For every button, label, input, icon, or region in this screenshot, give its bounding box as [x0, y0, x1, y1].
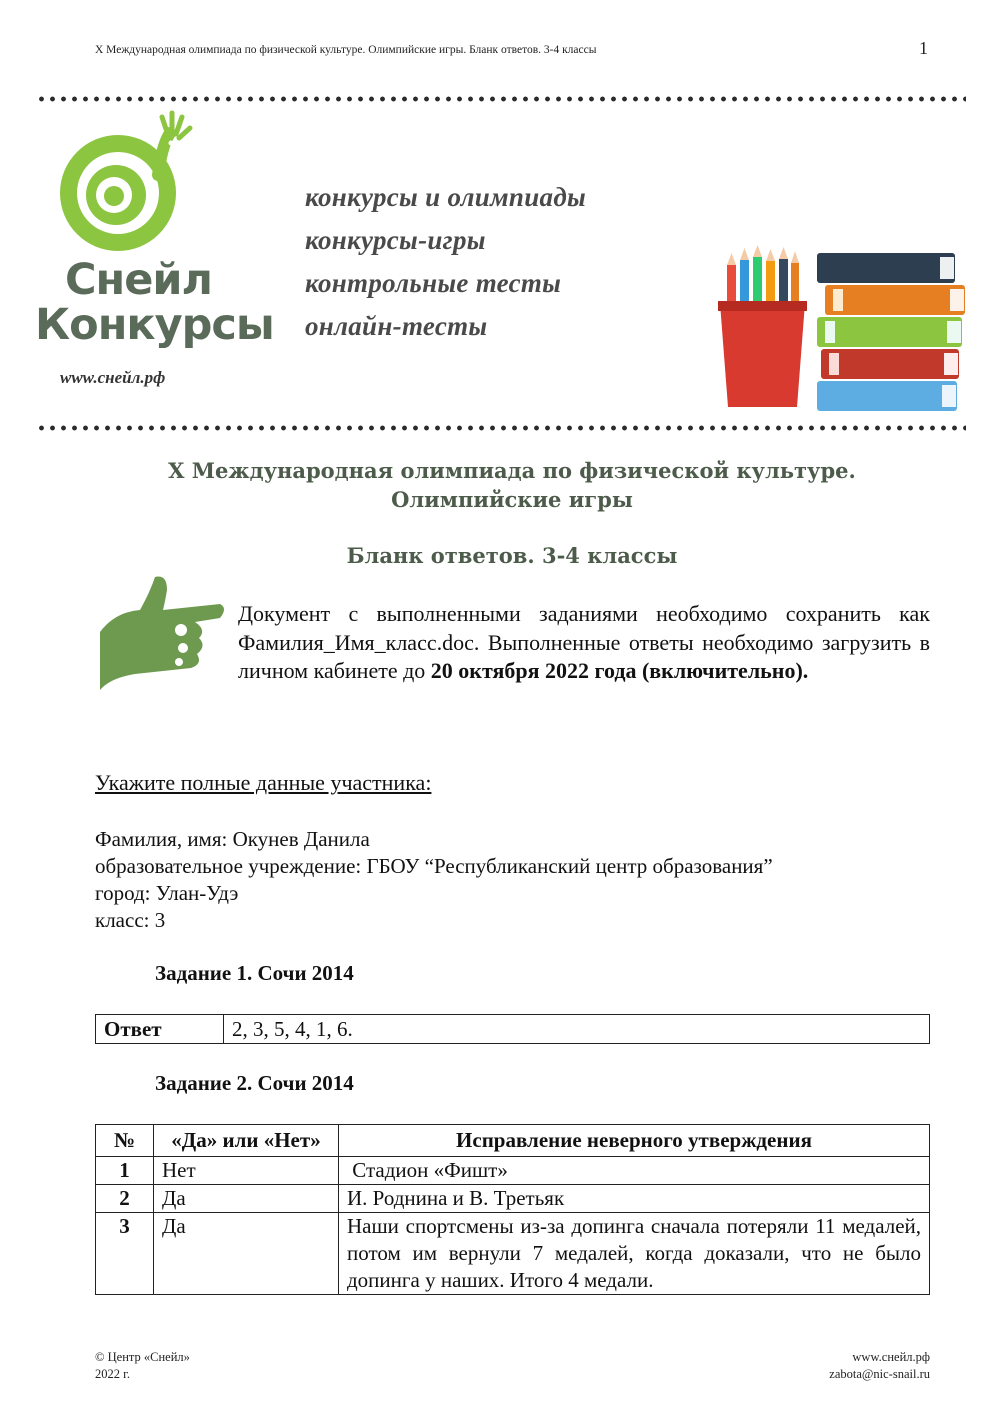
row-number: 3 [96, 1213, 154, 1295]
footer-year: 2022 г. [95, 1367, 130, 1381]
row-yes-no: Нет [154, 1157, 339, 1185]
submission-notice [238, 600, 930, 686]
table-row [96, 1157, 930, 1185]
snail-icon [30, 105, 240, 255]
slogan-item: контрольные тесты [305, 268, 562, 298]
slogan-list [305, 182, 586, 354]
participant-school: образовательное учреждение: ГБОУ “Республиканский центр образования” [95, 854, 773, 878]
footer-right [829, 1349, 930, 1383]
slogan-item: конкурсы и олимпиады [305, 182, 587, 212]
row-yes-no: Да [154, 1213, 339, 1295]
row-number: 2 [96, 1185, 154, 1213]
task-2-answer-table [95, 1124, 930, 1295]
notice-deadline: 20 октября 2022 года (включительно). [430, 658, 809, 683]
footer-site-link[interactable]: www.снейл.рф [852, 1350, 930, 1364]
logo-text-contests: Конкурсы [35, 300, 274, 350]
snail-logo [30, 105, 274, 395]
table-row [96, 1015, 930, 1044]
participant-details [95, 826, 773, 934]
participant-city: город: Улан-Удэ [95, 881, 239, 905]
table-row [96, 1185, 930, 1213]
row-yes-no: Да [154, 1185, 339, 1213]
pointing-hand-icon [95, 572, 230, 697]
dotted-divider-bottom [36, 425, 966, 431]
task-2-title: Задание 2. Сочи 2014 [155, 1071, 354, 1095]
column-header-correction: Исправление неверного утверждения [339, 1125, 930, 1157]
document-subtitle: Бланк ответов. 3-4 классы [346, 543, 678, 568]
slogan-item: онлайн-тесты [305, 311, 488, 341]
notice-text: Документ с выполненными заданиями необходимо сохранить как Фамилия_Имя_класс.doc. Выполненные ответы необходимо загрузить в личном кабинете до [238, 601, 930, 683]
column-header-number: № [96, 1125, 154, 1157]
logo-text-snail: Снейл [65, 255, 213, 305]
dotted-divider-top [36, 96, 966, 102]
page-number: 1 [919, 38, 928, 58]
table-header-row [96, 1125, 930, 1157]
pencil-cup-and-books-icon [715, 245, 970, 415]
document-title: X Международная олимпиада по физической культуре. [168, 458, 856, 483]
logo-website: www.снейл.рф [60, 368, 166, 387]
document-title-line2: Олимпийские игры [391, 487, 633, 512]
participant-name: Фамилия, имя: Окунев Данила [95, 827, 370, 851]
column-header-yes-no: «Да» или «Нет» [154, 1125, 339, 1157]
participant-heading: Укажите полные данные участника: [95, 770, 432, 795]
task-1-title: Задание 1. Сочи 2014 [155, 961, 354, 985]
row-correction: Наши спортсмены из-за допинга сначала потеряли 11 медалей, потом им вернули 7 медалей, когда доказали, что не было допинга у наших. Итого 4 медали. [339, 1213, 930, 1295]
answer-value: 2, 3, 5, 4, 1, 6. [224, 1015, 930, 1044]
answer-label: Ответ [96, 1015, 224, 1044]
row-correction: Стадион «Фишт» [339, 1157, 930, 1185]
task-1-answer-table [95, 1014, 930, 1044]
footer-email-link[interactable]: zabota@nic-snail.ru [829, 1367, 930, 1381]
table-row [96, 1213, 930, 1295]
row-number: 1 [96, 1157, 154, 1185]
footer-left [95, 1349, 190, 1383]
running-header: X Международная олимпиада по физической культуре. Олимпийские игры. Бланк ответов. 3-4 классы [95, 44, 597, 56]
footer-org: © Центр «Снейл» [95, 1350, 190, 1364]
participant-grade: класс: 3 [95, 908, 166, 932]
slogan-item: конкурсы-игры [305, 225, 486, 255]
row-correction: И. Роднина и В. Третьяк [339, 1185, 930, 1213]
